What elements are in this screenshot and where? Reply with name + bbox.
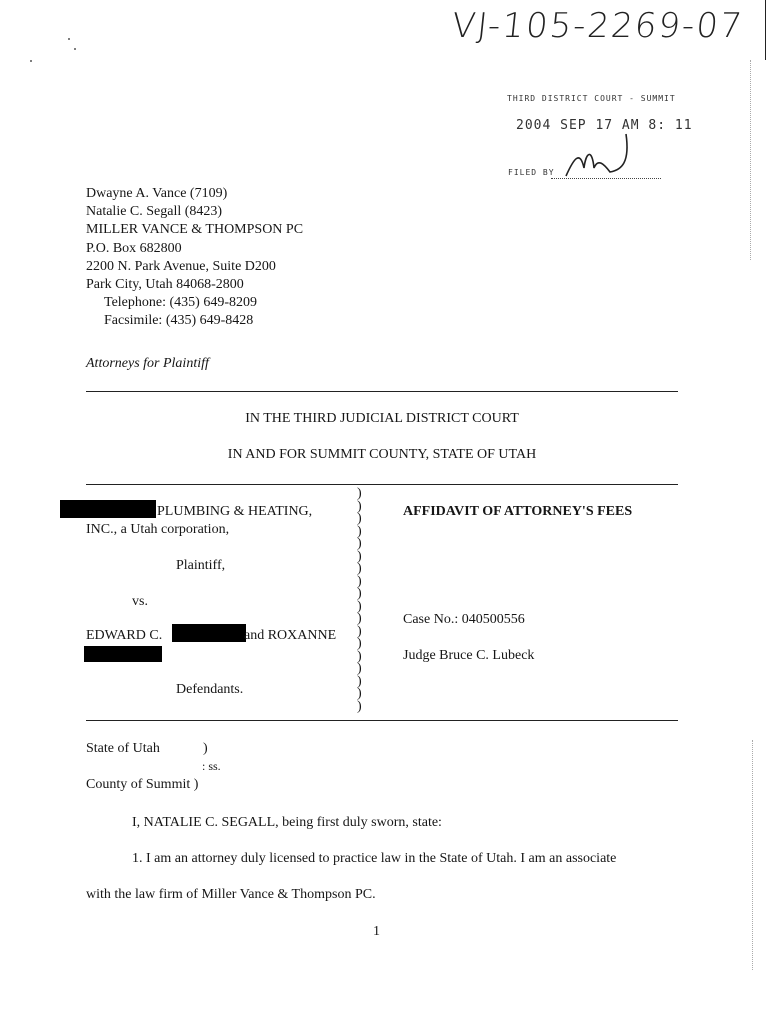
document-title: AFFIDAVIT OF ATTORNEY'S FEES	[403, 504, 633, 519]
caption-parentheses: ) ) ) ) ) ) ) ) ) ) ) ) ) ) ) ) ) )	[357, 486, 362, 714]
scan-speck	[30, 60, 32, 62]
attorney-line: Dwayne A. Vance (7109)	[86, 186, 228, 201]
divider	[86, 391, 678, 392]
paragraph-1-line-1: 1. I am an attorney duly licensed to practice law in the State of Utah. I am an associate	[132, 851, 617, 866]
attorney-telephone: Telephone: (435) 649-8209	[104, 295, 257, 311]
defendant-second-name: and ROXANNE	[244, 628, 337, 643]
stamp-court-name: THIRD DISTRICT COURT - SUMMIT	[507, 94, 676, 103]
oath-statement: I, NATALIE C. SEGALL, being first duly sworn, state:	[132, 815, 442, 830]
court-name: IN THE THIRD JUDICIAL DISTRICT COURT	[245, 411, 519, 426]
scan-edge-mark	[752, 740, 754, 970]
venue-ss: : ss.	[202, 759, 221, 773]
venue-county: County of Summit )	[86, 777, 199, 792]
attorney-line: P.O. Box 682800	[86, 240, 182, 256]
page-number: 1	[373, 924, 380, 939]
stamp-filed-by-label: FILED BY	[508, 168, 555, 177]
plaintiff-description: INC., a Utah corporation,	[86, 522, 230, 537]
scan-edge-mark	[765, 0, 766, 60]
venue-paren: )	[203, 741, 208, 756]
case-number: Case No.: 040500556	[403, 612, 525, 627]
court-county: IN AND FOR SUMMIT COUNTY, STATE OF UTAH	[227, 447, 537, 462]
stamp-date: 2004 SEP 17 AM 8: 11	[516, 118, 693, 133]
plaintiff-role: Plaintiff,	[176, 558, 226, 573]
attorney-role: Attorneys for Plaintiff	[86, 356, 209, 371]
versus: vs.	[132, 594, 148, 609]
attorney-address-block	[86, 185, 303, 331]
scan-edge-mark	[750, 60, 752, 260]
handwritten-docket-number: VJ-105-2269-07	[449, 6, 746, 46]
scan-speck	[74, 48, 76, 50]
redaction-bar	[84, 646, 162, 662]
paragraph-1-line-2: with the law firm of Miller Vance & Thompson PC.	[86, 887, 376, 902]
defendant-role: Defendants.	[176, 682, 244, 697]
redaction-bar	[172, 624, 246, 642]
venue-state: State of Utah	[86, 741, 160, 756]
clerk-initials-signature	[560, 128, 640, 180]
attorney-line: 2200 N. Park Avenue, Suite D200	[86, 258, 276, 274]
defendant-first-name: EDWARD C.	[86, 628, 163, 643]
attorney-line: Natalie C. Segall (8423)	[86, 204, 223, 220]
divider	[86, 484, 678, 485]
attorney-line: Park City, Utah 84068-2800	[86, 277, 244, 293]
judge-name: Judge Bruce C. Lubeck	[403, 648, 535, 663]
attorney-facsimile: Facsimile: (435) 649-8428	[104, 313, 254, 329]
redaction-bar	[60, 500, 156, 518]
attorney-line: MILLER VANCE & THOMPSON PC	[86, 222, 304, 238]
plaintiff-name: PLUMBING & HEATING,	[157, 504, 313, 519]
scan-speck	[68, 38, 70, 40]
divider	[86, 720, 678, 721]
